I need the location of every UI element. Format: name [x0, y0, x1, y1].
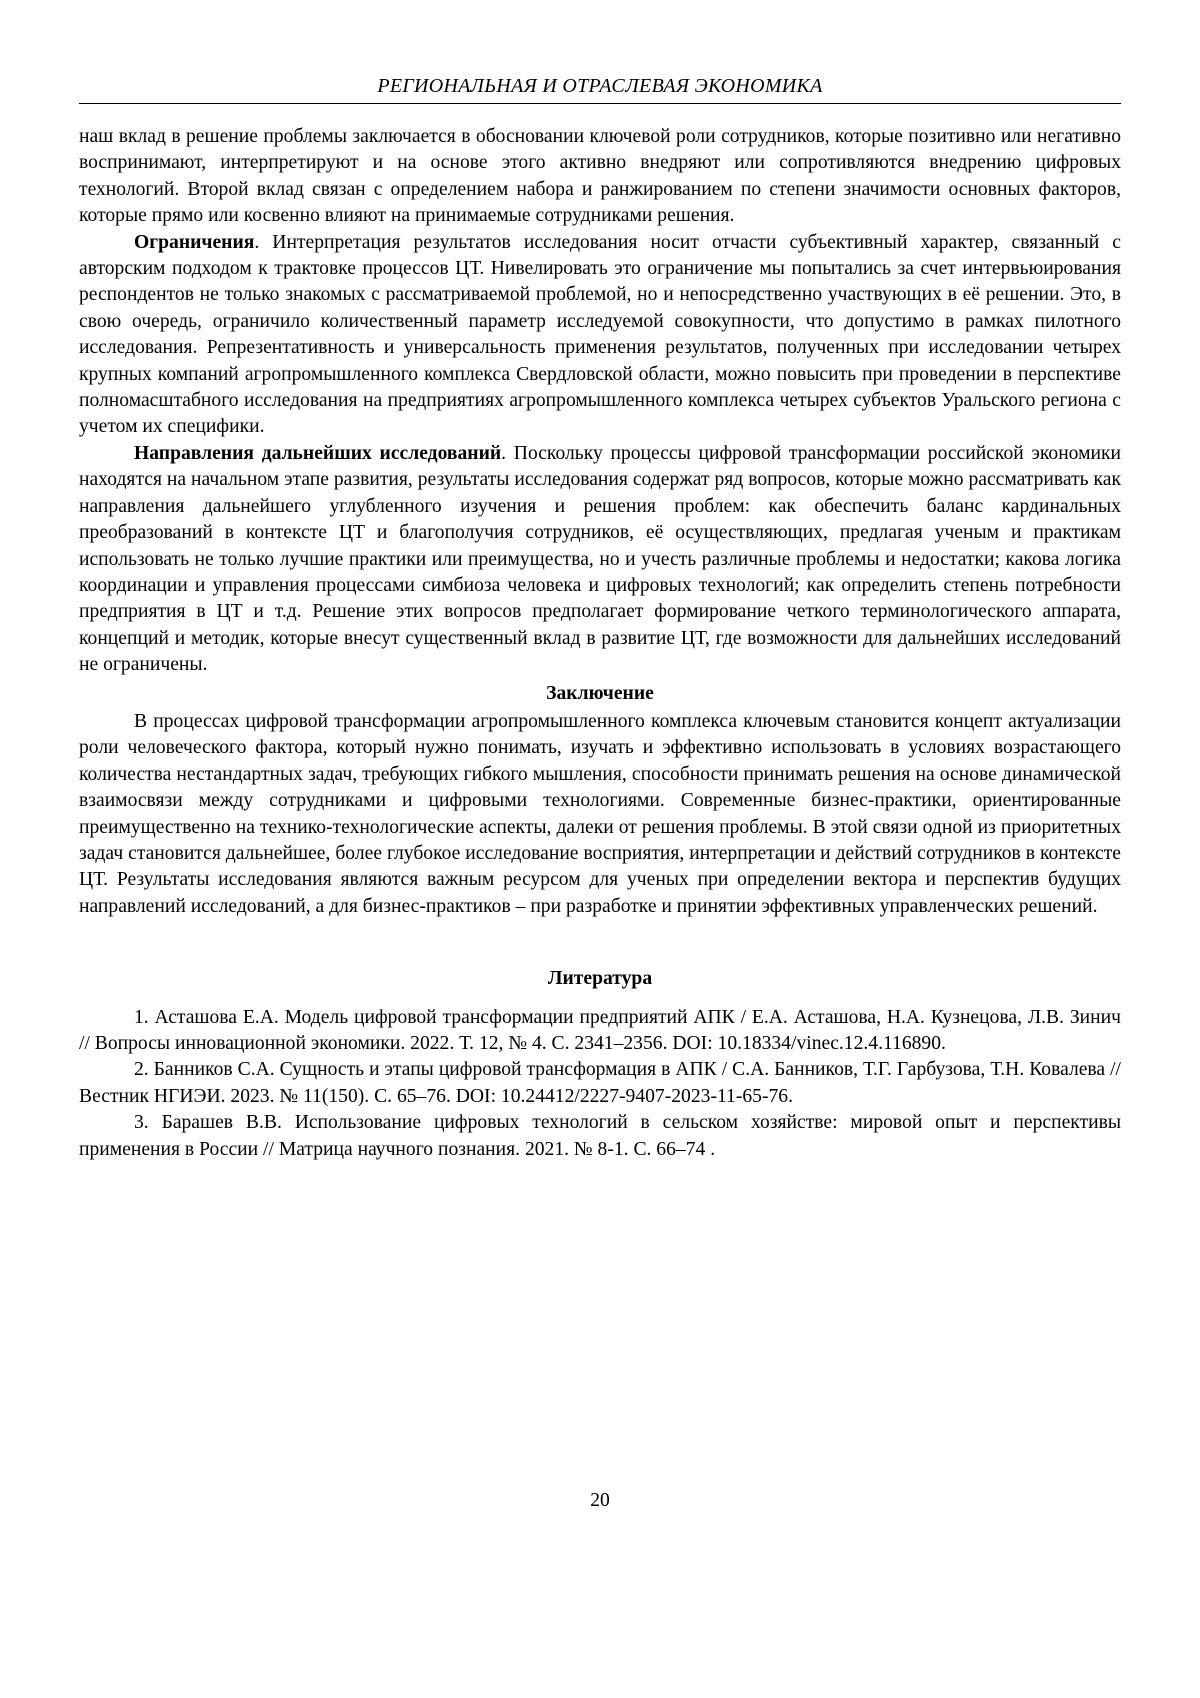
conclusion-paragraphs [79, 709, 1121, 920]
page-number: 20 [590, 1490, 610, 1511]
paragraph-lead: Ограничения [134, 231, 255, 253]
body-paragraph: наш вклад в решение проблемы заключается в обосновании ключевой роли сотрудников, которые позитивно или негативно воспринимают, интерпретируют и на основе этого активно внедряют или сопротивляются внедрению цифровых технологий. Второй вклад связан с определением набора и ранжированием по степени значимости основных факторов, которые прямо или косвенно влияют на принимаемые сотрудниками решения. [79, 126, 1121, 227]
conclusion-heading: Заключение [546, 682, 654, 704]
journal-section-title: РЕГИОНАЛЬНАЯ И ОТРАСЛЕВАЯ ЭКОНОМИКА [377, 75, 823, 97]
main-paragraphs [79, 124, 1121, 679]
article-body [79, 124, 1121, 1163]
reference-item: 3. Барашев В.В. Использование цифровых технологий в сельском хозяйстве: мировой опыт и перспективы применения в России // Матрица научного познания. 2021. № 8-1. С. 66–74 . [79, 1112, 1121, 1160]
reference-item: 2. Банников С.А. Сущность и этапы цифровой трансформация в АПК / С.А. Банников, Т.Г. Гарбузова, Т.Н. Ковалева // Вестник НГИЭИ. 2023. № 11(150). С. 65–76. DOI: 10.24412/2227-9407-2023-11-65-76. [79, 1059, 1121, 1107]
references-list [79, 1005, 1121, 1163]
body-paragraph: В процессах цифровой трансформации агропромышленного комплекса ключевым становится концепт актуализации роли человеческого фактора, который нужно понимать, изучать и эффективно использовать в условиях возрастающего количества нестандартных задач, требующих гибкого мышления, способности принимать решения на основе динамической взаимосвязи между сотрудниками и цифровыми технологиями. Современные бизнес-практики, ориентированные преимущественно на технико-технологические аспекты, далеки от решения проблемы. В этой связи одной из приоритетных задач становится дальнейшее, более глубокое исследование восприятия, интерпретации и действий сотрудников в контексте ЦТ. Результаты исследования являются важным ресурсом для ученых при определении вектора и перспектив будущих направлений исследований, а для бизнес-практиков – при разработке и принятии эффективных управленческих решений. [79, 710, 1121, 917]
reference-item: 1. Асташова Е.А. Модель цифровой трансформации предприятий АПК / Е.А. Асташова, Н.А. Кузнецова, Л.В. Зинич // Вопросы инновационной экономики. 2022. Т. 12, № 4. С. 2341–2356. DOI: 10.18334/vinec.12.4.116890. [79, 1006, 1121, 1054]
body-paragraph: Направления дальнейших исследований. Поскольку процессы цифровой трансформации российской экономики находятся на начальном этапе развития, результаты исследования содержат ряд вопросов, которые можно рассматривать как направления дальнейшего углубленного изучения и решения проблем: как обеспечить баланс кардинальных преобразований в контексте ЦТ и благополучия сотрудников, её осуществляющих, предлагая ученым и практикам использовать не только лучшие практики или преимущества, но и учесть различные проблемы и недостатки; какова логика координации и управления процессами симбиоза человека и цифровых технологий; как определить степень потребности предприятия в ЦТ и т.д. Решение этих вопросов предполагает формирование четкого терминологического аппарата, концепций и методик, которые внесут существенный вклад в развитие ЦТ, где возможности для дальнейших исследований не ограничены. [79, 442, 1121, 676]
running-header [79, 74, 1121, 104]
paragraph-lead: Направления дальнейших исследований [134, 442, 502, 464]
page-footer [0, 1490, 1200, 1512]
literature-heading: Литература [547, 968, 653, 990]
body-paragraph: Ограничения. Интерпретация результатов исследования носит отчасти субъективный характер, связанный с авторским подходом к трактовке процессов ЦТ. Нивелировать это ограничение мы попытались за счет интервьюирования респондентов не только знакомых с рассматриваемой проблемой, но и непосредственно участвующих в её решении. Это, в свою очередь, ограничило количественный параметр исследуемой совокупности, что допустимо в рамках пилотного исследования. Репрезентативность и универсальность применения результатов, полученных при исследовании четырех крупных компаний агропромышленного комплекса Свердловской области, можно повысить при проведении в перспективе полномасштабного исследования на предприятиях агропромышленного комплекса четырех субъектов Уральского региона с учетом их специфики. [79, 231, 1121, 438]
